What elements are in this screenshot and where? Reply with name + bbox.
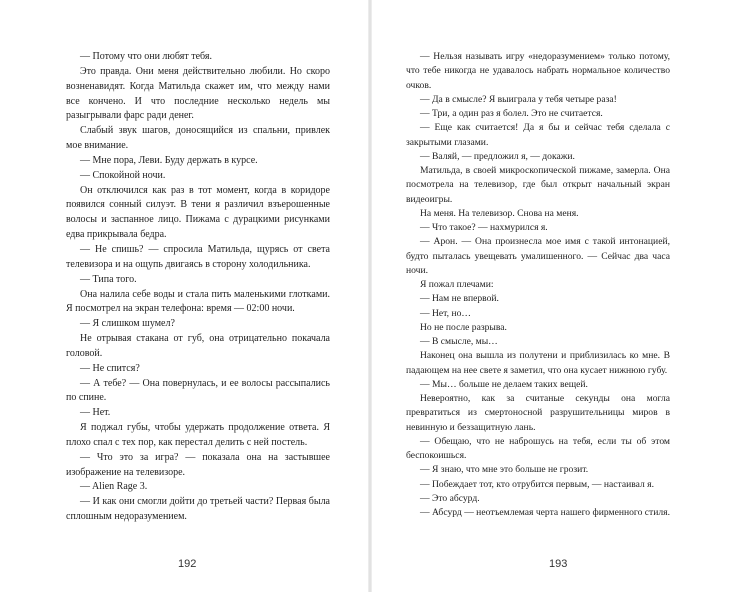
paragraph: — Не спится? <box>80 362 140 374</box>
book-gutter <box>368 0 372 592</box>
paragraph: — И как они смогли дойти до третьей части? Первая была сплошным недоразумением. <box>66 496 330 523</box>
paragraph: — Что такое? — нахмурился я. <box>420 222 548 233</box>
paragraph: — Мне пора, Леви. Буду держать в курсе. <box>80 154 258 166</box>
paragraph: Матильда, в своей микроскопической пижаме, замерла. Она посмотрела на телевизор, где был открыт начальный экран видеоигры. <box>406 165 670 205</box>
paragraph: — Абсурд — неотъемлемая черта нашего фирменного стиля. <box>420 507 670 518</box>
paragraph: — Не спишь? — спросила Матильда, щурясь от света телевизора и на ощупь двигаясь в сторону холодильника. <box>66 243 330 270</box>
page-number-left: 192 <box>178 558 197 570</box>
paragraph: Это правда. Они меня действительно любили. Но скоро возненавидят. Когда Матильда скажет им, что между нами все кончено. И что последние несколько недель мы разыгрывали фарс ради денег. <box>66 65 330 122</box>
right-page-text <box>406 50 670 520</box>
paragraph: — Обещаю, что не наброшусь на тебя, если ты об этом беспокоишься. <box>406 435 670 461</box>
paragraph: — Нам не впервой. <box>420 293 499 305</box>
paragraph: Я пожал плечами: <box>420 279 494 290</box>
paragraph: — Типа того. <box>80 273 137 285</box>
paragraph: — Потому что они любят тебя. <box>80 51 212 62</box>
paragraph: — Мы… больше не делаем таких вещей. <box>420 378 588 390</box>
paragraph: Наконец она вышла из полутени и приблизилась ко мне. В падающем на нее свете я заметил, что она кусает нижнюю губу. <box>406 350 670 376</box>
paragraph: Невероятно, как за считаные секунды она могла превратиться из смертоносной разрушительницы миров в невинную и беззащитную лань. <box>406 393 670 433</box>
paragraph: — Арон. — Она произнесла мое имя с такой интонацией, будто пыталась увещевать умалишенного. — Сейчас два часа ночи. <box>406 236 670 276</box>
paragraph: — В смысле, мы… <box>420 336 498 347</box>
paragraph: — Еще как считается! Да я бы и сейчас тебя сделала с закрытыми глазами. <box>406 122 670 148</box>
paragraph: — Спокойной ночи. <box>80 169 166 181</box>
paragraph: Но не после разрыва. <box>420 321 507 333</box>
paragraph: — Нет. <box>80 407 111 419</box>
paragraph: — Побеждает тот, кто отрубится первым, — настаивал я. <box>420 478 654 490</box>
paragraph: — Я знаю, что мне это больше не грозит. <box>420 464 589 476</box>
paragraph: — Три, а один раз я болел. Это не считается. <box>420 108 603 119</box>
paragraph: — Что это за игра? — показала она на застывшее изображение на телевизоре. <box>66 451 330 478</box>
paragraph: Не отрывая стакана от губ, она отрицательно покачала головой. <box>66 333 330 359</box>
paragraph: Слабый звук шагов, доносящийся из спальни, привлек мое внимание. <box>66 125 330 152</box>
paragraph: — А тебе? — Она повернулась, и ее волосы рассыпались по спине. <box>66 377 330 404</box>
paragraph: На меня. На телевизор. Снова на меня. <box>420 207 579 219</box>
paragraph: Я поджал губы, чтобы удержать продолжение ответа. Я плохо спал с тех пор, как перестал делить с ней постель. <box>66 422 330 448</box>
paragraph: — Это абсурд. <box>420 492 480 504</box>
paragraph: — Я слишком шумел? <box>80 318 175 330</box>
paragraph: — Да в смысле? Я выиграла у тебя четыре раза! <box>420 93 617 105</box>
page-number-right: 193 <box>549 558 568 570</box>
paragraph: — Нельзя называть игру «недоразумением» только потому, что тебе никогда не удавалось набрать нормальное количество очков. <box>406 51 670 91</box>
paragraph: Она налила себе воды и стала пить маленькими глотками. Я посмотрел на экран телефона: время — 02:00 ночи. <box>66 288 330 315</box>
paragraph: — Alien Rage 3. <box>80 481 148 493</box>
paragraph: — Валяй, — предложил я, — докажи. <box>420 150 575 162</box>
paragraph: — Нет, но… <box>420 307 471 319</box>
paragraph: Он отключился как раз в тот момент, когда в коридоре появился сонный силуэт. В тени я различил взъерошенные волосы и заспанное лицо. Пижама с дурацкими рисунками едва прикрывала бедра. <box>66 184 330 241</box>
left-page-text <box>66 50 330 525</box>
